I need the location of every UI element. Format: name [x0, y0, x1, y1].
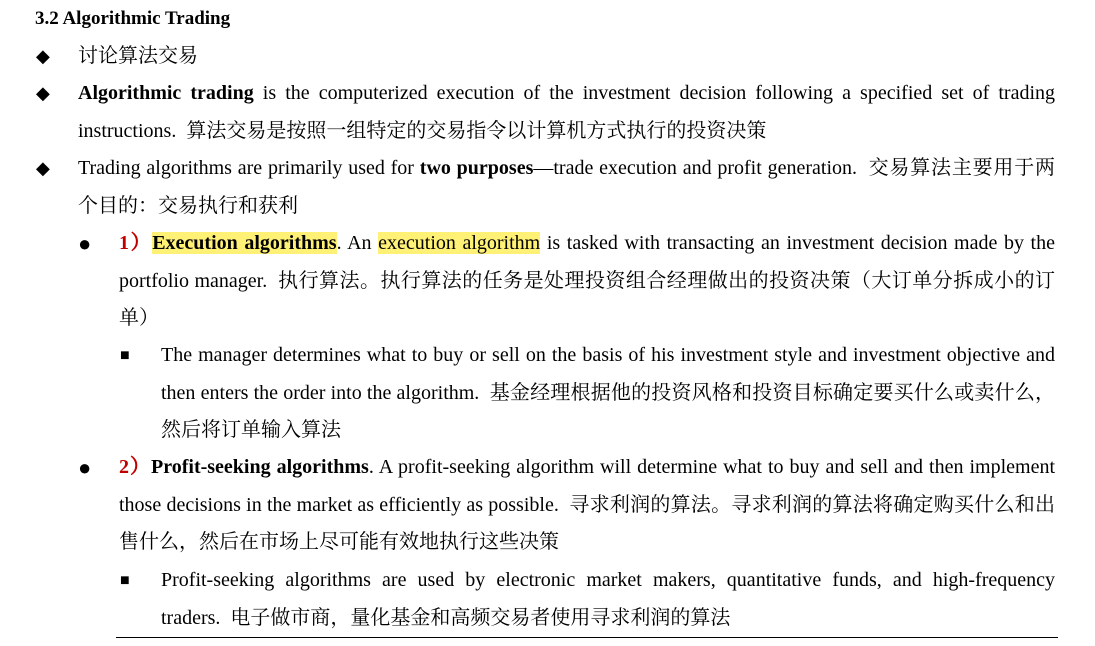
profit-seeking-chinese: 寻求利润的算法。寻求利润的算法将确定购买什么和出售什么，然后在市场上尽可能有效地执行这些决策 — [119, 493, 1056, 553]
purposes-pre: Trading algorithms are primarily used for — [78, 157, 420, 179]
definition-text: is the computerized execution of the investment decision following a specified set of trading instructions. — [78, 82, 1055, 142]
square-bullet-icon: ■ — [120, 347, 130, 364]
term-profit-seeking-algorithms: Profit-seeking algorithms — [151, 456, 369, 478]
sub-execution-algorithms — [119, 225, 1055, 338]
highlight-execution-algorithm: execution algorithm — [378, 232, 541, 254]
diamond-bullet-icon: ◆ — [36, 46, 50, 66]
dot-bullet-icon: ● — [78, 231, 92, 256]
diamond-bullet-icon: ◆ — [36, 83, 50, 103]
purposes-post: —trade execution and profit generation. — [533, 157, 858, 179]
definition-chinese: 算法交易是按照一组特定的交易指令以计算机方式执行的投资决策 — [186, 119, 767, 142]
execution-detail-text: The manager determines what to buy or sell on the basis of his investment style and investment objective and then enters the order into the algorithm. — [161, 344, 1055, 404]
bullet-definition — [78, 75, 1055, 150]
execution-detail-chinese: 基金经理根据他的投资风格和投资目标确定要买什么或卖什么，然后将订单输入算法 — [161, 381, 1056, 441]
section-heading: 3.2 Algorithmic Trading — [35, 8, 231, 29]
purposes-chinese: 交易算法主要用于两个目的：交易执行和获利 — [78, 157, 1056, 217]
execution-rest: is tasked with transacting an investment decision made by the portfolio manager. — [119, 232, 1055, 292]
bottom-divider — [116, 637, 1058, 638]
bullet-discuss — [78, 38, 1055, 76]
profit-seeking-rest: . A profit-seeking algorithm will determine what to buy and sell and then implement those decisions in the market as efficiently as possible. — [119, 456, 1055, 516]
bullet-purposes — [78, 150, 1055, 225]
item-number-2: 2） — [119, 456, 151, 478]
diamond-bullet-icon: ◆ — [36, 158, 50, 178]
execution-mid: . An — [336, 232, 379, 254]
bullet-discuss-text: 讨论算法交易 — [78, 45, 198, 67]
profit-seeking-detail-text: Profit-seeking algorithms are used by electronic market makers, quantitative funds, and high-frequency traders. — [161, 569, 1055, 629]
execution-chinese: 执行算法。执行算法的任务是处理投资组合经理做出的投资决策（大订单分拆成小的订单） — [119, 269, 1056, 329]
sub-profit-seeking-algorithms — [119, 449, 1055, 562]
profit-seeking-detail — [161, 562, 1055, 637]
square-bullet-icon: ■ — [120, 572, 130, 589]
item-number-1: 1） — [119, 232, 153, 254]
dot-bullet-icon: ● — [78, 455, 92, 480]
profit-seeking-detail-chinese: 电子做市商，量化基金和高频交易者使用寻求利润的算法 — [230, 606, 731, 629]
term-execution-algorithms: Execution algorithms — [152, 232, 337, 254]
purposes-bold: two purposes — [419, 157, 534, 179]
execution-detail — [161, 337, 1055, 450]
term-algorithmic-trading: Algorithmic trading — [78, 82, 254, 104]
